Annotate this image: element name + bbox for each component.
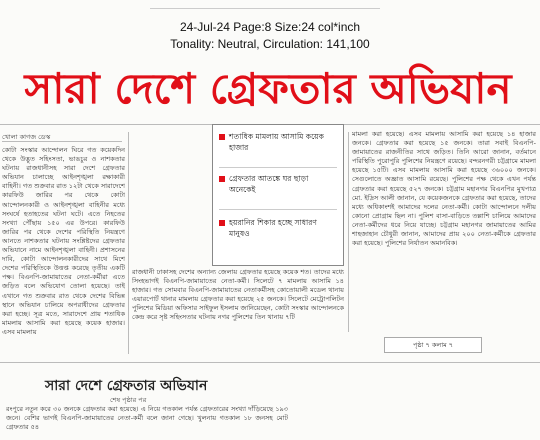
- section-divider: [0, 362, 540, 363]
- pull-quote-text: শতাধিক মামলায় আসামি কয়েক হাজার: [229, 132, 324, 152]
- red-square-bullet-icon: [219, 176, 225, 182]
- pull-quote-item: [219, 217, 337, 239]
- desk-byline: খোলা কাগজ ডেস্ক: [2, 133, 51, 141]
- byline-rule: [2, 141, 122, 142]
- column-divider-1: [128, 132, 129, 354]
- pull-quote-box: [212, 124, 344, 266]
- clipping-meta-date-page-size: 24-Jul-24 Page:8 Size:24 col*inch: [179, 20, 361, 34]
- red-square-bullet-icon: [219, 220, 225, 226]
- column-2-text: রাজধানী ঢাকাসহ দেশের অন্যান্য জেলায় গ্রেফতার হয়েছে কয়েক শত। তাদের মধ্যে সিংহভাগই বিএনপি-জামায়াতের নেতা-কর্মী। সিলেটে ৭ মামলায় আসামি ১৪ হাজার। গত সোমবার বিএনপি-জামায়াতের নেতাকর্মীসহ কোতোয়ালী মডেল থানায় এয়ারপোর্ট থানার মামলায় গ্রেফতার করা হয়েছে ২৫ জনকে। সিলেটে মেট্রোপলিটন পুলিশের মিডিয়া অফিসার সাইফুল ইসলাম জানিয়েছেন, কোটা সংস্কার আন্দোলনকে কেন্দ্র করে সৃষ্ট সহিংসতার ঘটনায় নগর পুলিশের তিন থানায় ৭টি: [132, 268, 344, 322]
- continuation-headline: সারা দেশে গ্রেফতার অভিযান: [45, 378, 208, 394]
- masthead-fragment: [150, 0, 380, 9]
- pull-quote-text: হয়রানির শিকার হচ্ছে সাধারণ মানুষও: [229, 218, 317, 238]
- article-column-1: [2, 146, 125, 352]
- column-1-text: কোটা সংস্কার আন্দোলন ঘিরে গত কয়েকদিন থেকে উদ্ভূত সহিংসতা, ভাঙচুর ও নাশকতার ঘটনায় রাজধানীসহ সারা দেশে গ্রেফতার অভিযান চালাচ্ছে আইনশৃঙ্খলা রক্ষাকারী বাহিনী। গত শুক্রবার রাত ১২টা থেকে সারাদেশে কারফিউ জারির পর থেকে কোটা আন্দোলনকারী ও আইনশৃঙ্খলা বাহিনীর মধ্যে সংঘর্ষে হতাহতের ঘটনা ঘটে। এতে নিহতের সংখ্যা পৌঁছায় ১৫০ এর উপরে। কারফিউ জারির পর থেকে দেশের পরিস্থিতি নিয়ন্ত্রণে আনতে নাশকতার ঘটনায় সংশ্লিষ্টদের গ্রেফতার অভিযানে নামে আইনশৃঙ্খলা বাহিনী। প্রশাসনের দাবি, কোটা আন্দোলনকারীদের সাথে মিশে দেশের পরিস্থিতিকে উত্তপ্ত করেছে তৃতীয় একটি পক্ষ। বিএনপি-জামায়াতের নেতা-কর্মীরা এতে জড়িত বলে অভিযোগ তোলা হয়েছে। তাই এখানে গত শুক্রবার রাত থেকে দেশের বিভিন্ন স্থানে অভিযান চালিয়ে অপরাধীদের গ্রেফতার করা হচ্ছে। সূত্র মতে, সারাদেশে প্রায় শতাধিক মামলায় আসামি করা হয়েছে কয়েক হাজার। এসব মামলায়: [2, 146, 125, 336]
- column-divider-2: [348, 132, 349, 332]
- column-3-text: মামলা করা হয়েছে। এসব মামলায় আসামি করা হয়েছে ১৪ হাজার জনকে। গ্রেফতার করা হয়েছে ১৫ জনকে। তারা সবাই বিএনপি-জামায়াতের রাজনীতির সাথে জড়িত। তিনি আরো জানান, বর্তমানে পরিস্থিতি পুরোপুরি পুলিশের নিয়ন্ত্রণে রয়েছে। বন্দরনগরী চট্টগ্রামে মামলা হয়েছে ১৫টি। এসব মামলায় আসামি করা হয়েছে ৩৬০০০ জনকে। সেগুলোতে অজ্ঞাত আসামি রয়েছে। পুলিশের পক্ষ থেকে এখন পর্যন্ত গ্রেফতার করা হয়েছে ৫২৭ জনকে। চট্টগ্রাম মহানগর বিএনপির মুখপাত্র মো. ইদ্রিস আলী জানান, যে কয়েকজনকে গ্রেফতার করা হয়েছে, তাদের মধ্যে অধিকাংশই আমাদের দলের নেতা-কর্মী। কোটা আন্দোলনে দলীয় কোনো প্রোগ্রাম ছিল না। পুলিশ বাসা-বাড়িতে তল্লাশি চালিয়ে আমাদের নেতা-কর্মীদের ধরে নিয়ে যাচ্ছে। চট্টগ্রাম মহানগর জামায়াতের আমির শাহজাহান চৌধুরী জানান, আমাদের প্রায় ২০০ নেতা-কর্মীকে গ্রেফতার করা হয়েছে। পুলিশের নির্যাতন অমানবিক।: [352, 130, 536, 248]
- continued-jump-label: পৃষ্ঠা ৭ কলাম ৭: [384, 337, 482, 353]
- pull-quote-item: [219, 131, 337, 153]
- pull-quote-divider: [219, 209, 337, 210]
- continuation-byline: শেষ পৃষ্ঠার পর: [110, 396, 147, 404]
- article-column-2: [132, 268, 344, 354]
- red-square-bullet-icon: [219, 134, 225, 140]
- article-headline: সারা দেশে গ্রেফতার অভিযান: [24, 64, 512, 113]
- article-column-3: [352, 130, 536, 332]
- continuation-body: রংপুরে নতুন করে ৩০ জনকে গ্রেফতার করা হয়েছে। এ নিয়ে গতকাল পর্যন্ত গ্রেফতারের সংখ্যা দাঁড়িয়েছে ১৯৩ জনে। বেশির ভাগই বিএনপি-জামায়াতের নেতা-কর্মী বলে জানা গেছে। খুলনায় গতকাল ১৮ জনসহ মোট গ্রেফতার ৫৪: [6, 405, 288, 432]
- pull-quote-item: [219, 173, 337, 195]
- clipping-meta-tonality-circulation: Tonality: Neutral, Circulation: 141,100: [170, 37, 370, 51]
- pull-quote-divider: [219, 167, 337, 168]
- pull-quote-text: গ্রেফতার আতঙ্কে ঘর ছাড়া অনেকেই: [229, 174, 309, 194]
